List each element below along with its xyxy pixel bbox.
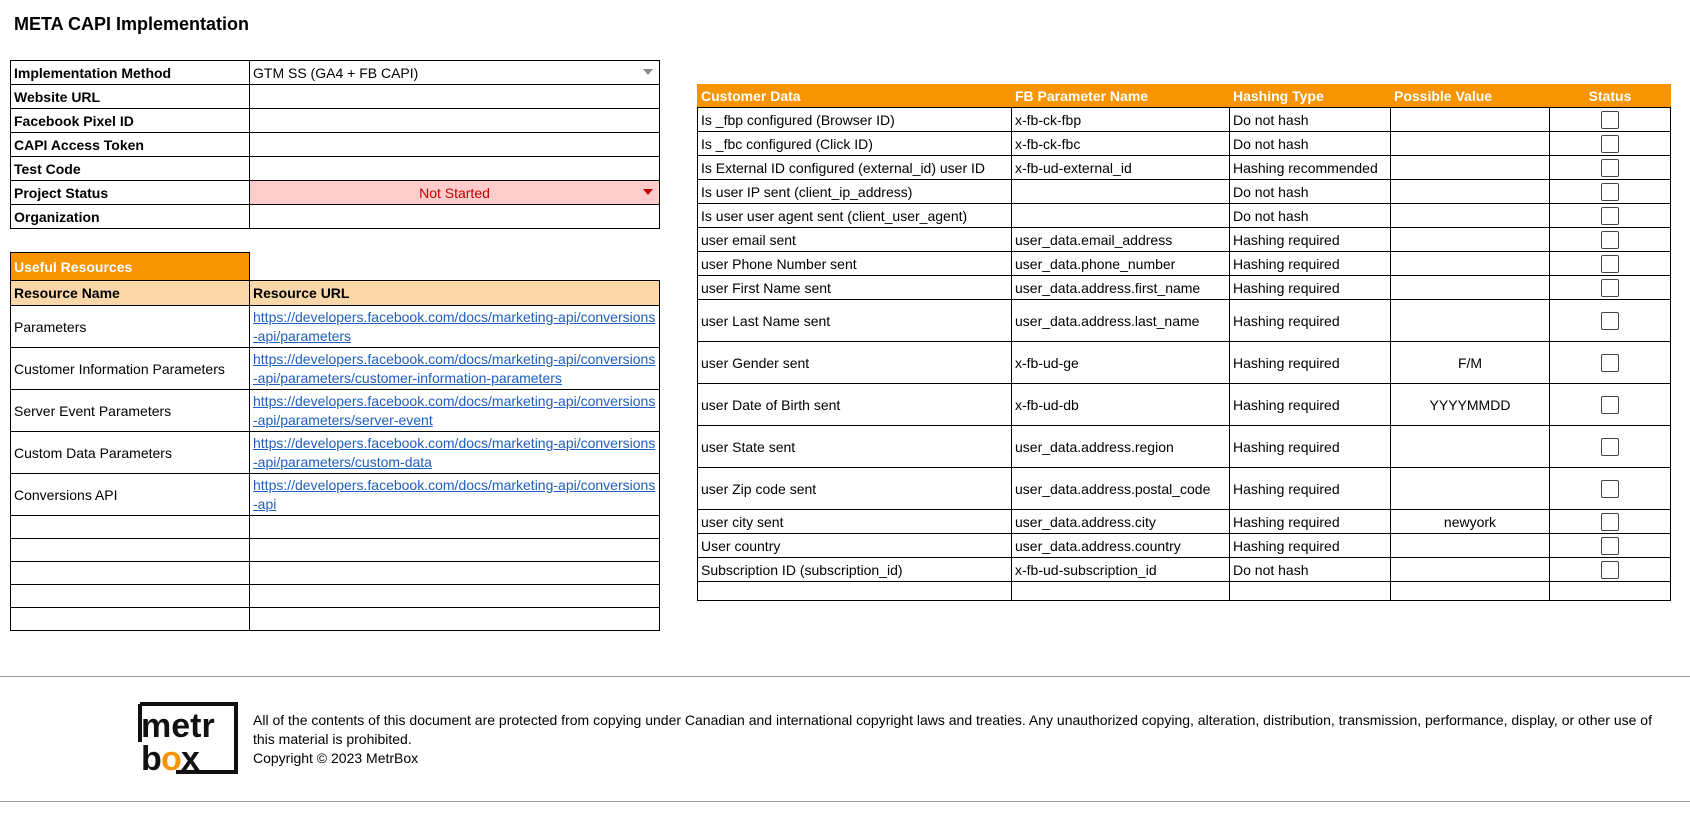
empty-resource-row [11,585,660,608]
empty-cell[interactable] [250,608,660,631]
metrbox-logo [138,702,238,774]
resource-row [11,432,660,474]
info-label: Test Code [11,157,250,181]
status-cell [1550,534,1671,558]
customer-data-cell: user Date of Birth sent [698,384,1012,426]
customer-data-cell: user city sent [698,510,1012,534]
empty-cell[interactable] [11,516,250,539]
resource-name: Server Event Parameters [11,390,250,432]
customer-data-row [698,558,1671,582]
hashing-type-cell: Do not hash [1230,180,1391,204]
customer-data-row [698,156,1671,180]
fb-parameter-cell: x-fb-ck-fbc [1012,132,1230,156]
fb-parameter-cell: user_data.address.region [1012,426,1230,468]
customer-data-row [698,204,1671,228]
dropdown-arrow-icon[interactable] [643,189,653,195]
status-checkbox[interactable] [1601,438,1619,456]
hashing-type-cell: Hashing required [1230,342,1391,384]
fb-parameter-cell: user_data.address.postal_code [1012,468,1230,510]
customer-data-row [698,426,1671,468]
resource-name: Parameters [11,306,250,348]
status-cell [1550,342,1671,384]
empty-cell[interactable] [11,539,250,562]
empty-resource-row [11,608,660,631]
status-cell [1550,204,1671,228]
resource-url-header: Resource URL [250,281,660,306]
info-label: CAPI Access Token [11,133,250,157]
customer-data-cell: user First Name sent [698,276,1012,300]
fb-parameter-cell: x-fb-ud-external_id [1012,156,1230,180]
status-checkbox[interactable] [1601,561,1619,579]
fb-parameter-cell [1012,180,1230,204]
status-checkbox[interactable] [1601,312,1619,330]
status-checkbox[interactable] [1601,396,1619,414]
fb-parameter-cell: user_data.email_address [1012,228,1230,252]
info-row [11,181,660,205]
hashing-type-cell: Do not hash [1230,558,1391,582]
status-checkbox[interactable] [1601,135,1619,153]
customer-data-row [698,342,1671,384]
possible-value-cell: F/M [1391,342,1550,384]
resource-url-cell [250,306,660,348]
possible-value-header: Possible Value [1391,85,1550,108]
implementation-info-table [10,60,660,229]
test-code-field[interactable] [250,157,660,181]
resource-row [11,306,660,348]
hashing-type-cell: Hashing required [1230,534,1391,558]
legal-notice [253,711,1653,768]
resource-name: Conversions API [11,474,250,516]
fb-parameter-cell [1012,204,1230,228]
info-row [11,205,660,229]
empty-cell[interactable] [250,539,660,562]
customer-data-row [698,300,1671,342]
pixel-id-field[interactable] [250,109,660,133]
status-checkbox[interactable] [1601,207,1619,225]
status-checkbox[interactable] [1601,480,1619,498]
empty-cell[interactable] [250,516,660,539]
status-checkbox[interactable] [1601,255,1619,273]
hashing-type-cell: Hashing required [1230,468,1391,510]
info-label: Facebook Pixel ID [11,109,250,133]
empty-cell[interactable] [1550,582,1671,601]
customer-data-row [698,384,1671,426]
resource-row [11,348,660,390]
possible-value-cell [1391,300,1550,342]
customer-data-row [698,252,1671,276]
footer-divider [0,676,1690,677]
empty-cell[interactable] [1012,582,1230,601]
page-title: META CAPI Implementation [14,14,250,34]
empty-resource-row [11,539,660,562]
useful-resources-table [10,252,660,631]
customer-data-cell: Is user user agent sent (client_user_agent) [698,204,1012,228]
status-cell [1550,108,1671,132]
customer-data-row [698,534,1671,558]
project-status-value: Not Started [419,184,490,201]
hashing-type-cell: Hashing required [1230,384,1391,426]
website-url-field[interactable] [250,85,660,109]
status-cell [1550,558,1671,582]
implementation-method-value: GTM SS (GA4 + FB CAPI) [253,64,419,81]
customer-data-cell: user Gender sent [698,342,1012,384]
svg-text:x: x [181,740,200,774]
possible-value-cell [1391,276,1550,300]
status-cell [1550,300,1671,342]
info-row [11,157,660,181]
empty-customer-row [698,582,1671,601]
status-checkbox[interactable] [1601,159,1619,177]
info-label: Implementation Method [11,61,250,85]
customer-data-cell: Is _fbc configured (Click ID) [698,132,1012,156]
fb-parameter-cell: x-fb-ud-subscription_id [1012,558,1230,582]
empty-cell[interactable] [250,562,660,585]
capi-token-field[interactable] [250,133,660,157]
possible-value-cell [1391,156,1550,180]
fb-parameter-cell: x-fb-ud-db [1012,384,1230,426]
hashing-type-cell: Hashing required [1230,426,1391,468]
customer-data-cell: user Phone Number sent [698,252,1012,276]
customer-data-cell: user Zip code sent [698,468,1012,510]
possible-value-cell [1391,468,1550,510]
info-row [11,133,660,157]
possible-value-cell [1391,426,1550,468]
customer-data-cell: Is External ID configured (external_id) user ID [698,156,1012,180]
dropdown-arrow-icon[interactable] [643,69,653,75]
empty-cell[interactable] [250,585,660,608]
project-status-select[interactable] [250,181,660,205]
status-cell [1550,384,1671,426]
empty-cell[interactable] [11,585,250,608]
customer-data-row [698,228,1671,252]
status-cell [1550,252,1671,276]
resource-row [11,390,660,432]
resource-link[interactable]: https://developers.facebook.com/docs/marketing-api/conversions-api/parameters [253,308,656,344]
status-checkbox[interactable] [1601,354,1619,372]
hashing-type-cell: Do not hash [1230,108,1391,132]
resource-link[interactable]: https://developers.facebook.com/docs/marketing-api/conversions-api [253,476,656,512]
status-cell [1550,180,1671,204]
resource-link[interactable]: https://developers.facebook.com/docs/marketing-api/conversions-api/parameters/custom-data [253,434,656,470]
hashing-type-cell: Hashing required [1230,276,1391,300]
status-checkbox[interactable] [1601,183,1619,201]
possible-value-cell [1391,132,1550,156]
hashing-type-cell: Do not hash [1230,132,1391,156]
hashing-type-cell: Hashing required [1230,228,1391,252]
possible-value-cell: YYYYMMDD [1391,384,1550,426]
status-checkbox[interactable] [1601,111,1619,129]
empty-cell[interactable] [1230,582,1391,601]
resource-link[interactable]: https://developers.facebook.com/docs/marketing-api/conversions-api/parameters/customer-information-parameters [253,350,656,386]
status-cell [1550,228,1671,252]
customer-data-row [698,510,1671,534]
resource-url-cell [250,432,660,474]
status-checkbox[interactable] [1601,537,1619,555]
fb-parameter-cell: user_data.address.city [1012,510,1230,534]
customer-data-cell: User country [698,534,1012,558]
footer-bottom-divider [0,801,1690,802]
status-checkbox[interactable] [1601,231,1619,249]
possible-value-cell [1391,534,1550,558]
hashing-type-cell: Do not hash [1230,204,1391,228]
empty-resource-row [11,516,660,539]
status-header: Status [1550,85,1671,108]
fb-parameter-header: FB Parameter Name [1012,85,1230,108]
fb-parameter-cell: user_data.address.first_name [1012,276,1230,300]
status-checkbox[interactable] [1601,513,1619,531]
possible-value-cell: newyork [1391,510,1550,534]
empty-resource-row [11,562,660,585]
fb-parameter-cell: user_data.address.last_name [1012,300,1230,342]
svg-text:metr: metr [141,707,215,745]
info-row [11,85,660,109]
status-cell [1550,468,1671,510]
customer-data-table [697,84,1671,601]
fb-parameter-cell: user_data.address.country [1012,534,1230,558]
possible-value-cell [1391,252,1550,276]
info-label: Project Status [11,181,250,205]
customer-data-header: Customer Data [698,85,1012,108]
fb-parameter-cell: user_data.phone_number [1012,252,1230,276]
possible-value-cell [1391,228,1550,252]
resource-url-cell [250,348,660,390]
resource-link[interactable]: https://developers.facebook.com/docs/marketing-api/conversions-api/parameters/server-event [253,392,656,428]
possible-value-cell [1391,204,1550,228]
empty-cell[interactable] [1391,582,1550,601]
legal-text: All of the contents of this document are protected from copying under Canadian and international copyright laws and treaties. Any unauthorized copying, alteration, distribution, transmission, performance, display, or other use of this material is prohibited. [253,712,1652,747]
status-cell [1550,426,1671,468]
info-row [11,61,660,85]
hashing-type-cell: Hashing required [1230,300,1391,342]
hashing-type-header: Hashing Type [1230,85,1391,108]
status-cell [1550,156,1671,180]
empty-cell[interactable] [11,562,250,585]
empty-cell[interactable] [698,582,1012,601]
customer-data-cell: Subscription ID (subscription_id) [698,558,1012,582]
hashing-type-cell: Hashing required [1230,510,1391,534]
customer-data-row [698,180,1671,204]
organization-field[interactable] [250,205,660,229]
resource-url-cell [250,474,660,516]
info-label: Organization [11,205,250,229]
fb-parameter-cell: x-fb-ud-ge [1012,342,1230,384]
status-cell [1550,132,1671,156]
customer-data-row [698,276,1671,300]
resource-url-cell [250,390,660,432]
customer-data-row [698,132,1671,156]
customer-data-row [698,468,1671,510]
hashing-type-cell: Hashing recommended [1230,156,1391,180]
copyright-text: Copyright © 2023 MetrBox [253,750,419,766]
status-cell [1550,276,1671,300]
implementation-method-select[interactable] [250,61,660,85]
customer-data-cell: Is _fbp configured (Browser ID) [698,108,1012,132]
svg-text:o: o [161,740,182,774]
info-row [11,109,660,133]
customer-data-row [698,108,1671,132]
fb-parameter-cell: x-fb-ck-fbp [1012,108,1230,132]
status-cell [1550,510,1671,534]
customer-data-cell: user Last Name sent [698,300,1012,342]
hashing-type-cell: Hashing required [1230,252,1391,276]
resource-row [11,474,660,516]
possible-value-cell [1391,558,1550,582]
resource-name: Customer Information Parameters [11,348,250,390]
customer-data-cell: Is user IP sent (client_ip_address) [698,180,1012,204]
svg-text:b: b [141,740,162,774]
empty-cell[interactable] [11,608,250,631]
possible-value-cell [1391,180,1550,204]
customer-data-cell: user State sent [698,426,1012,468]
possible-value-cell [1391,108,1550,132]
info-label: Website URL [11,85,250,109]
resource-name: Custom Data Parameters [11,432,250,474]
customer-data-cell: user email sent [698,228,1012,252]
resources-title: Useful Resources [11,253,250,281]
resource-name-header: Resource Name [11,281,250,306]
status-checkbox[interactable] [1601,279,1619,297]
